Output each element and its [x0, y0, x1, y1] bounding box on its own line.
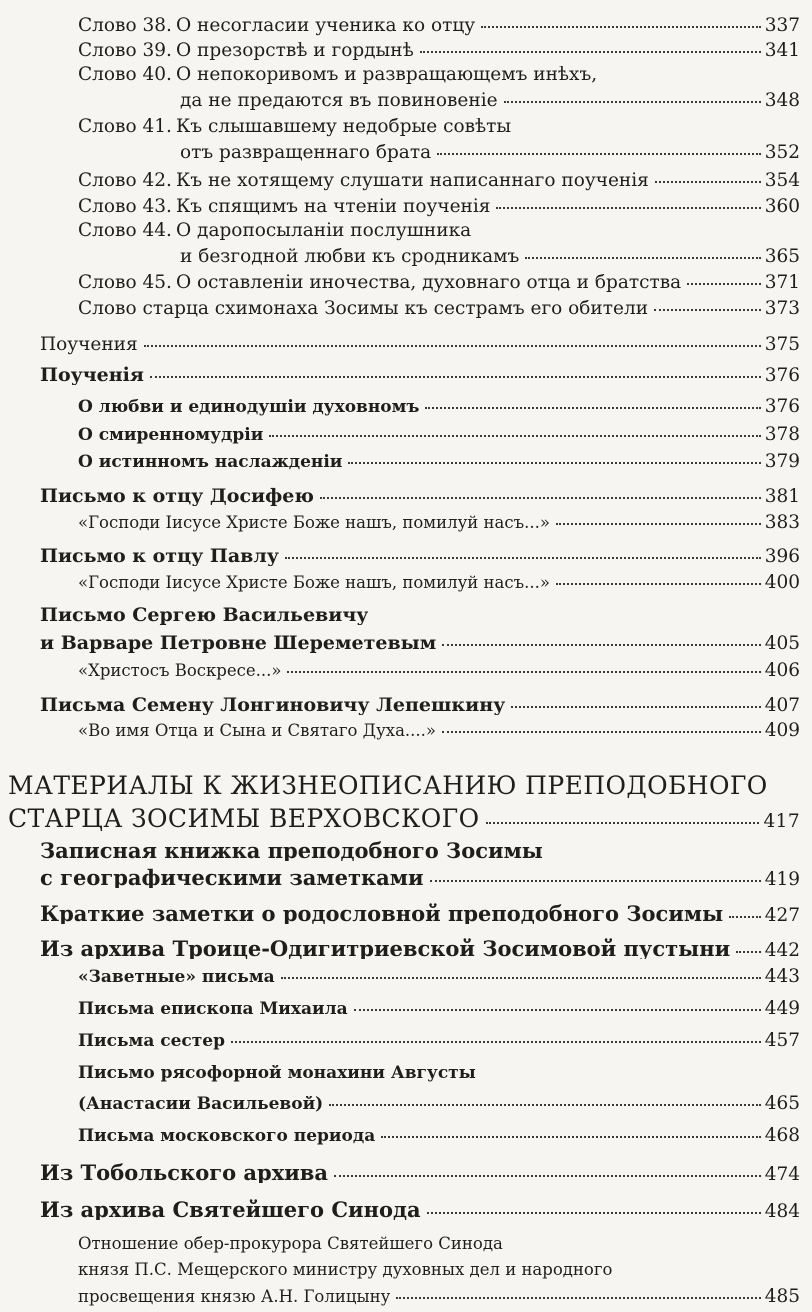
dot-leader [437, 153, 761, 155]
toc-entry-page: 457 [764, 1030, 800, 1051]
toc-entry-page: 360 [764, 196, 800, 217]
toc-entry-page: 383 [764, 512, 800, 533]
toc-entry-line [40, 634, 800, 654]
dot-leader [556, 523, 761, 525]
toc-entry-line [78, 722, 800, 741]
toc-entry-title: О даропосыланіи послушника [176, 222, 472, 241]
toc-entry-line [78, 574, 800, 593]
toc-entry-number: Слово 41. [78, 116, 172, 137]
dot-leader [430, 880, 761, 882]
toc-entry-title: О оставленіи иночества, духовнаго отца и братства [176, 274, 682, 293]
dot-leader [442, 644, 760, 646]
toc-entry-title: О несогласии ученика ко отцу [176, 17, 476, 36]
toc-entry-page: 348 [764, 90, 800, 111]
toc-entry-title: Къ спящимъ на чтеніи поученія [176, 198, 491, 217]
toc-entry-line [40, 336, 800, 355]
toc-entry-line [78, 118, 511, 137]
toc-entry-line [78, 1095, 800, 1114]
toc-entry-line [78, 1032, 800, 1051]
toc-entry-page: 449 [764, 998, 800, 1019]
toc-entry-line [8, 773, 768, 798]
dot-leader [348, 462, 760, 464]
toc-entry-number: Слово 42. [78, 170, 172, 191]
toc-entry-page: 354 [764, 170, 800, 191]
toc-entry-page: 371 [764, 272, 800, 293]
toc-entry-title: Письмо Сергею Васильевичу [40, 606, 369, 625]
toc-entry-title: Поучения [40, 336, 138, 355]
toc-entry-page: 484 [764, 1201, 800, 1222]
toc-entry-page: 375 [764, 334, 800, 355]
toc-entry-title: Письмо рясофорной монахини Августы [78, 1065, 476, 1082]
toc-entry-line [78, 42, 800, 61]
toc-entry-title: «Христосъ Воскресе...» [78, 663, 282, 680]
toc-entry-line [78, 198, 800, 217]
dot-leader [442, 731, 761, 733]
dot-leader [481, 26, 761, 28]
dot-leader [425, 407, 760, 409]
toc-entry-number: Слово 38. [78, 15, 172, 36]
dot-leader [729, 916, 761, 918]
toc-entry-line [180, 92, 800, 111]
toc-entry-number: Слово 43. [78, 196, 172, 217]
toc-entry-page: 405 [764, 633, 800, 654]
toc-entry-page: 417 [763, 811, 800, 832]
toc-entry-page: 365 [764, 246, 800, 267]
dot-leader [556, 583, 761, 585]
toc-entry-page: 381 [764, 486, 800, 507]
toc-entry-page: 376 [764, 365, 800, 386]
toc-entry-page: 485 [764, 1286, 800, 1307]
dot-leader [329, 1104, 760, 1106]
toc-entry-line [40, 938, 800, 961]
toc-entry-title: и Варваре Петровне Шереметевым [40, 634, 437, 653]
dot-leader [281, 977, 761, 979]
toc-entry-line [78, 17, 800, 36]
toc-entry-line [40, 867, 800, 890]
toc-entry-title: Письма московского периода [78, 1128, 376, 1145]
toc-entry-title: Слово старца схимонаха Зосимы къ сестрамъ его обители [78, 300, 649, 319]
toc-entry-page: 409 [764, 720, 800, 741]
dot-leader [496, 207, 760, 209]
toc-entry-title: «Господи Іисусе Христе Боже нашъ, помилуй насъ...» [78, 515, 550, 532]
toc-entry-line [40, 696, 800, 716]
dot-leader [736, 951, 761, 953]
toc-entry-page: 400 [764, 572, 800, 593]
toc-entry-page: 396 [764, 546, 800, 567]
toc-entry-number: Слово 40. [78, 64, 172, 85]
toc-entry-line [78, 1065, 476, 1082]
dot-leader [511, 706, 760, 708]
toc-entry-line [78, 662, 800, 681]
toc-entry-page: 443 [764, 966, 800, 987]
toc-entry-title: Къ слышавшему недобрые совѣты [176, 118, 512, 137]
dot-leader [381, 1136, 760, 1138]
toc-entry-title: просвещения князю А.Н. Голицыну [78, 1289, 391, 1306]
toc-entry-title: Поученія [40, 366, 144, 385]
toc-entry-line [180, 144, 800, 163]
dot-leader [687, 283, 761, 285]
dot-leader [334, 1175, 761, 1177]
toc-entry-number: Слово 45. [78, 272, 172, 293]
toc-entry-line [40, 840, 543, 861]
toc-entry-page: 378 [764, 424, 800, 445]
toc-entry-line [78, 968, 800, 987]
toc-entry-title: Письма епископа Михаила [78, 1001, 348, 1018]
toc-entry-page: 407 [764, 695, 800, 716]
toc-entry-page: 474 [764, 1164, 800, 1185]
toc-entry-page: 352 [764, 142, 800, 163]
toc-entry-line [78, 1000, 800, 1019]
toc-entry-title: Из архива Святейшего Синода [40, 1199, 421, 1220]
toc-entry-title: Из Тобольского архива [40, 1162, 328, 1183]
toc-entry-title: (Анастасии Васильевой) [78, 1096, 324, 1113]
toc-entry-line [78, 222, 471, 241]
toc-entry-page: 337 [764, 15, 800, 36]
dot-leader [150, 376, 761, 378]
toc-entry-line [40, 366, 800, 386]
toc-entry-line [78, 426, 800, 445]
toc-entry-title: Письма Семену Лонгиновичу Лепешкину [40, 696, 506, 715]
toc-entry-line [40, 606, 368, 625]
dot-leader [504, 101, 761, 103]
toc-entry-line [78, 514, 800, 533]
toc-entry-page: 465 [764, 1093, 800, 1114]
toc-entry-title: Письмо к отцу Досифею [40, 487, 314, 506]
toc-entry-page: 406 [764, 660, 800, 681]
toc-entry-page: 373 [764, 298, 800, 319]
toc-entry-line [180, 248, 800, 267]
toc-entry-title: князя П.С. Мещерского министру духовных дел и народного [78, 1262, 613, 1279]
toc-entry-title: О истинномъ наслажденіи [78, 454, 343, 471]
dot-leader [486, 822, 760, 824]
toc-entry-line [78, 274, 800, 293]
toc-entry-title: О презорствѣ и гордынѣ [176, 42, 414, 61]
toc-entry-line [40, 487, 800, 507]
toc-entry-title: «Во имя Отца и Сына и Святаго Духа....» [78, 723, 437, 740]
toc-entry-page: 427 [764, 905, 800, 926]
toc-entry-title: «Заветные» письма [78, 969, 275, 986]
toc-entry-page: 442 [764, 940, 800, 961]
toc-entry-line [40, 547, 800, 567]
toc-entry-line [78, 453, 800, 472]
toc-entry-line [78, 1127, 800, 1146]
dot-leader [420, 51, 761, 53]
toc-entry-title: Письмо к отцу Павлу [40, 547, 279, 566]
toc-entry-title: СТАРЦА ЗОСИМЫ ВЕРХОВСКОГО [8, 806, 480, 831]
dot-leader [269, 435, 760, 437]
toc-entry-line [40, 1199, 800, 1222]
toc-entry-title: да не предаются въ повиновеніе [180, 92, 498, 111]
toc-entry-title: О смиренномудріи [78, 427, 264, 444]
toc-entry-title: Записная книжка преподобного Зосимы [40, 840, 543, 861]
dot-leader [655, 181, 761, 183]
toc-entry-page: 419 [764, 869, 800, 890]
toc-entry-title: МАТЕРИАЛЫ К ЖИЗНЕОПИСАНИЮ ПРЕПОДОБНОГО [8, 773, 768, 798]
toc-entry-title: отъ развращеннаго брата [180, 144, 432, 163]
dot-leader [287, 671, 760, 673]
toc-entry-line [78, 1236, 503, 1253]
toc-entry-title: Письма сестер [78, 1033, 226, 1050]
toc-entry-page: 341 [764, 40, 800, 61]
toc-entry-page: 376 [764, 396, 800, 417]
dot-leader [231, 1041, 761, 1043]
toc-entry-title: «Господи Іисусе Христе Боже нашъ, помилуй насъ...» [78, 575, 550, 592]
toc-entry-number: Слово 39. [78, 40, 172, 61]
toc-entry-page: 468 [764, 1125, 800, 1146]
toc-entry-title: Къ не хотящему слушати написаннаго поученія [176, 172, 649, 191]
toc-entry-title: О любви и единодушіи духовномъ [78, 399, 420, 416]
toc-entry-line [78, 300, 800, 319]
dot-leader [396, 1297, 760, 1299]
toc-entry-title: Отношение обер-прокурора Святейшего Синода [78, 1236, 503, 1253]
dot-leader [525, 257, 760, 259]
dot-leader [285, 557, 761, 559]
toc-entry-title: О непокоривомъ и развращающемъ инѣхъ, [176, 66, 598, 85]
dot-leader [144, 345, 761, 347]
toc-entry-title: и безгодной любви къ сродникамъ [180, 248, 520, 267]
toc-entry-line [40, 1162, 800, 1185]
toc-entry-line [78, 1288, 800, 1307]
toc-entry-page: 379 [764, 451, 800, 472]
toc-entry-line [8, 806, 800, 832]
toc-entry-line [78, 66, 597, 85]
dot-leader [320, 497, 761, 499]
toc-entry-title: Из архива Троице-Одигитриевской Зосимовой пустыни [40, 938, 731, 959]
toc-entry-line [40, 903, 800, 926]
dot-leader [354, 1009, 761, 1011]
toc-entry-number: Слово 44. [78, 220, 172, 241]
dot-leader [427, 1212, 761, 1214]
toc-entry-line [78, 172, 800, 191]
toc-entry-line [78, 1262, 612, 1279]
toc-entry-title: с географическими заметками [40, 867, 424, 888]
toc-entry-title: Краткие заметки о родословной преподобного Зосимы [40, 903, 724, 924]
toc-entry-line [78, 398, 800, 417]
dot-leader [654, 309, 761, 311]
